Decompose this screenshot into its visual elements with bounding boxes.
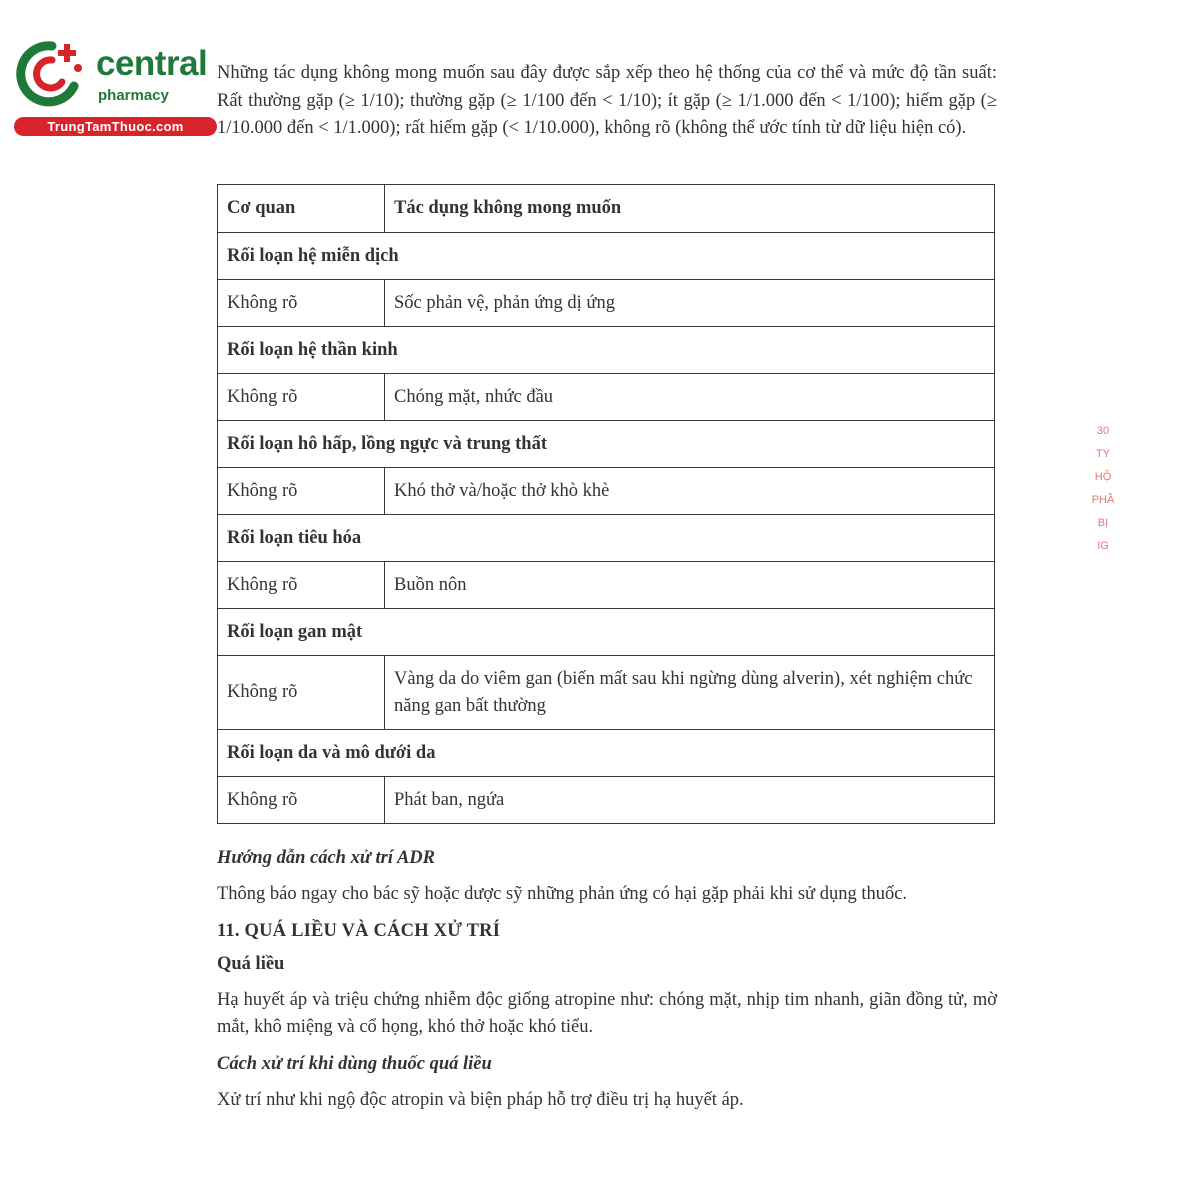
adr-heading: Hướng dẫn cách xử trí ADR	[217, 848, 435, 868]
header-organ: Cơ quan	[218, 185, 385, 233]
table-row	[218, 777, 995, 824]
partial-stamp	[1088, 420, 1118, 610]
group-title: Rối loạn hệ miễn dịch	[218, 233, 995, 280]
group-row	[218, 730, 995, 777]
intro-block	[217, 60, 997, 143]
group-title: Rối loạn gan mật	[218, 609, 995, 656]
frequency-cell: Không rõ	[218, 468, 385, 515]
after-table-content	[217, 848, 997, 1126]
effect-cell: Phát ban, ngứa	[385, 777, 995, 824]
treatment-text: Xử trí như khi ngộ độc atropin và biện pháp hỗ trợ điều trị hạ huyết áp.	[217, 1089, 744, 1110]
frequency-cell: Không rõ	[218, 777, 385, 824]
effect-cell: Buồn nôn	[385, 562, 995, 609]
group-row	[218, 609, 995, 656]
group-title: Rối loạn da và mô dưới da	[218, 730, 995, 777]
group-row	[218, 327, 995, 374]
table-row	[218, 562, 995, 609]
table-row	[218, 468, 995, 515]
group-row	[218, 515, 995, 562]
group-row	[218, 233, 995, 280]
effect-cell: Chóng mặt, nhức đầu	[385, 374, 995, 421]
group-title: Rối loạn hô hấp, lồng ngực và trung thất	[218, 421, 995, 468]
adr-text: Thông báo ngay cho bác sỹ hoặc dược sỹ những phản ứng có hại gặp phải khi sử dụng thuốc.	[217, 884, 908, 904]
table-row	[218, 280, 995, 327]
effect-cell: Khó thở và/hoặc thở khò khè	[385, 468, 995, 515]
stamp-fragment: PHẦ	[1091, 494, 1115, 506]
intro-paragraph: Những tác dụng không mong muốn sau đây được sắp xếp theo hệ thống của cơ thể và mức độ tần suất: Rất thường gặp (≥ 1/10); thường gặp (≥ 1/100 đến < 1/10); ít gặp (≥ 1/1.000 đến < 1/100); hiếm gặp (≥ 1/10.000 đến < 1/1.000); rất hiếm gặp (< 1/10.000), không rõ (không thể ước tính từ dữ liệu hiện có).	[217, 63, 997, 138]
overdose-heading: Quá liều	[217, 953, 285, 974]
table-row	[218, 656, 995, 730]
overdose-text: Hạ huyết áp và triệu chứng nhiễm độc giống atropine như: chóng mặt, nhịp tim nhanh, giãn đồng tử, mờ mắt, khô miệng và cổ họng, khó thở hoặc khó tiểu.	[217, 989, 997, 1037]
stamp-fragment: IG	[1097, 540, 1109, 552]
effect-cell: Sốc phản vệ, phản ứng dị ứng	[385, 280, 995, 327]
header-effect: Tác dụng không mong muốn	[385, 185, 995, 233]
central-pharmacy-logo[interactable]	[10, 38, 215, 138]
table-row	[218, 374, 995, 421]
table-header-row	[218, 185, 995, 233]
brand-name: central	[96, 44, 208, 83]
group-title: Rối loạn tiêu hóa	[218, 515, 995, 562]
effect-cell: Vàng da do viêm gan (biến mất sau khi ngừng dùng alverin), xét nghiệm chức năng gan bất thường	[385, 656, 995, 730]
group-row	[218, 421, 995, 468]
frequency-cell: Không rõ	[218, 280, 385, 327]
frequency-cell: Không rõ	[218, 656, 385, 730]
frequency-cell: Không rõ	[218, 562, 385, 609]
adverse-effects-table	[217, 184, 995, 824]
section-11-title: 11. QUÁ LIỀU VÀ CÁCH XỬ TRÍ	[217, 920, 501, 941]
site-url-badge[interactable]: TrungTamThuoc.com	[14, 117, 217, 136]
central-logo-icon	[12, 38, 86, 108]
stamp-fragment: HỘ	[1094, 471, 1112, 483]
treatment-heading: Cách xử trí khi dùng thuốc quá liều	[217, 1053, 492, 1074]
frequency-cell: Không rõ	[218, 374, 385, 421]
stamp-fragment: BỊ	[1097, 517, 1109, 529]
group-title: Rối loạn hệ thần kinh	[218, 327, 995, 374]
brand-subtitle: pharmacy	[98, 87, 169, 104]
stamp-fragment: 30	[1096, 425, 1110, 437]
stamp-fragment: TY	[1095, 448, 1111, 460]
